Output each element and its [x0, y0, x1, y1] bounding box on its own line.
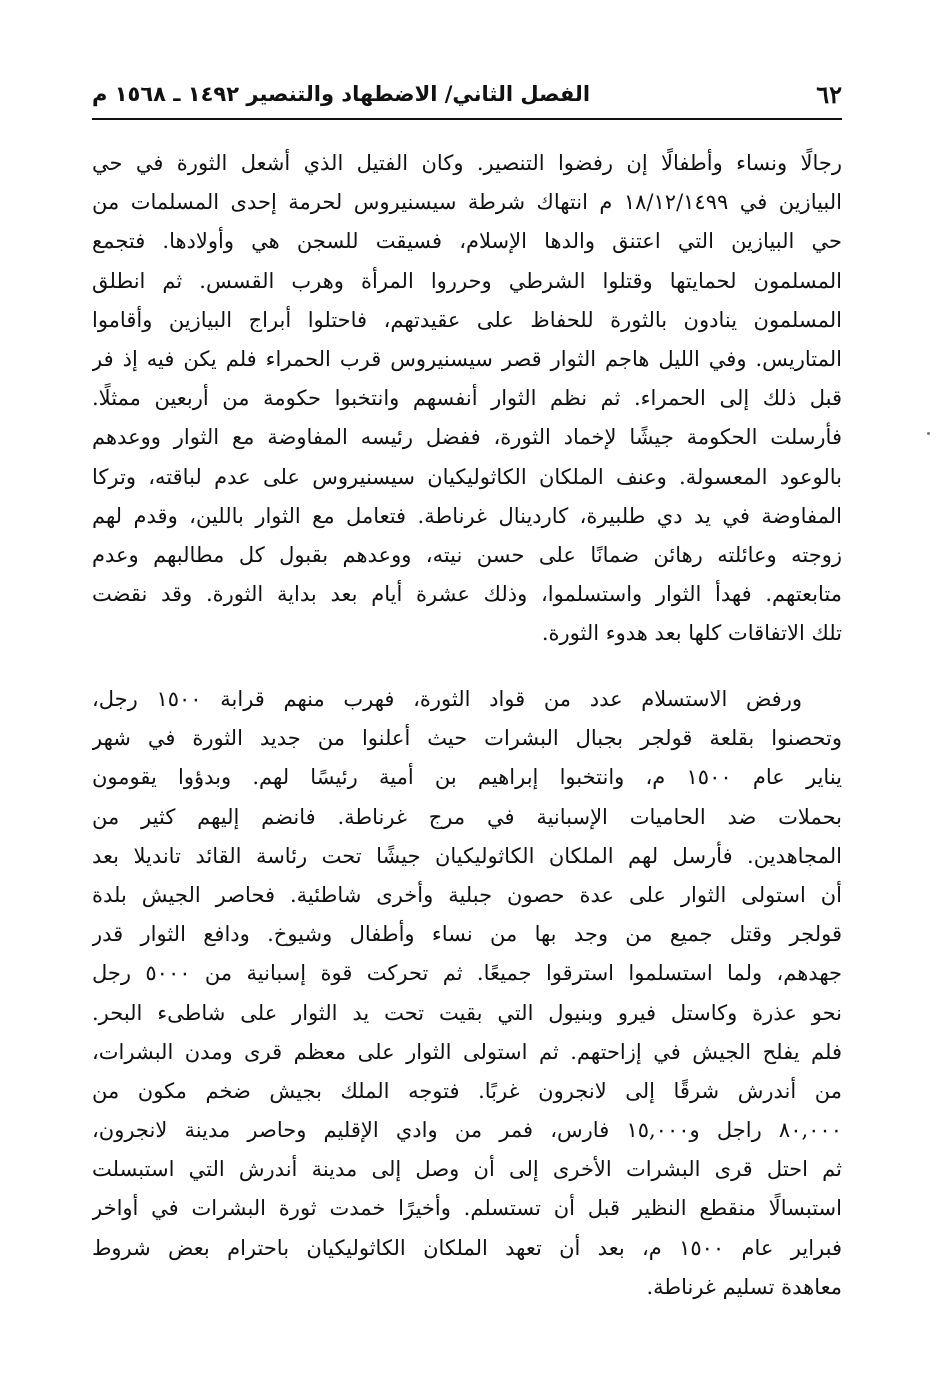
- text-line: فبراير عام ١٥٠٠ م، بعد أن تعهد الملكان الكاثوليكيان باحترام بعض شروط: [92, 1235, 842, 1260]
- text-line: يناير عام ١٥٠٠ م، وانتخبوا إبراهيم بن أمية رئيسًا لهم. وبدؤوا يقومون: [92, 765, 842, 790]
- text-line: استبسالًا منقطع النظير قبل أن تستسلم. وأخيرًا خمدت ثورة البشرات في أواخر: [92, 1196, 842, 1221]
- text-line: زوجته وعائلته رهائن ضمانًا على حسن نيته، ووعدهم بقبول كل مطالبهم وعدم: [92, 542, 842, 567]
- text-line: ٨٠,٠٠٠ راجل و١٥,٠٠٠ فارس، فمر من وادي الإقليم وحاصر مدينة لانجرون،: [92, 1118, 842, 1143]
- page-number: ٦٢: [816, 80, 842, 109]
- text-line: رجالًا ونساء وأطفالًا إن رفضوا التنصير. وكان الفتيل الذي أشعل الثورة في حي: [92, 151, 842, 175]
- text-line: قولجر وقتل جميع من وجد بها من نساء وأطفال وشيوخ. ودافع الثوار قدر: [92, 922, 842, 947]
- text-line: المتاريس. وفي الليل هاجم الثوار قصر سيسنيروس قرب الحمراء فلم يكن فيه إذ فر: [92, 346, 842, 371]
- text-line: نحو عذرة وكاستل فيرو وبنيول التي بقيت تحت يد الثوار على شاطىء البحر.: [92, 1000, 842, 1025]
- chapter-title: الفصل الثاني/ الاضطهاد والتنصير ١٤٩٢ ـ ١٥٦٨ م: [92, 82, 591, 106]
- text-line: البيازين في ١٨/١٢/١٤٩٩ م انتهاك شرطة سيسنيروس لحرمة إحدى المسلمات من: [92, 190, 842, 215]
- text-line: المسلمون ينادون بالثورة للحفاظ على عقيدتهم، فاحتلوا أبراج البيازين وأقاموا: [92, 307, 842, 332]
- text-line: وتحصنوا بقلعة قولجر بجبال البشرات حيث أعلنوا من جديد الثورة في شهر: [92, 726, 842, 751]
- text-line: بحملات ضد الحاميات الإسبانية في مرج غرناطة. فانضم إليهم كثير من: [92, 804, 842, 829]
- text-line: حي البيازين التي اعتنق والدها الإسلام، فسيقت للسجن هي وأولادها. فتجمع: [92, 229, 842, 254]
- text-line: ثم احتل قرى البشرات الأخرى إلى أن وصل إلى مدينة أندرش التي استبسلت: [92, 1157, 842, 1182]
- text-line: المفاوضة في يد دي طلبيرة، كاردينال غرناطة. فتعامل مع الثوار باللين، وقدم لهم: [92, 503, 842, 528]
- text-line: معاهدة تسليم غرناطة.: [646, 1274, 842, 1299]
- paragraph-two: [92, 680, 842, 1307]
- text-line: جهدهم، ولما استسلموا استرقوا جميعًا. ثم تحركت قوة إسبانية من ٥٠٠٠ رجل: [92, 961, 842, 986]
- running-header: [92, 78, 842, 120]
- paragraph-one: [92, 144, 842, 653]
- text-line: المجاهدين. فأرسل لهم الملكان الكاثوليكيان جيشًا تحت رئاسة القائد تانديلا بعد: [92, 843, 842, 868]
- text-line: أن استولى الثوار على عدة حصون جبلية وأخرى شاطئية. فحاصر الجيش بلدة: [92, 882, 842, 907]
- text-line: من أندرش شرقًا إلى لانجرون غربًا. فتوجه الملك بجيش ضخم مكون من: [92, 1078, 842, 1103]
- text-line: متابعتهم. فهدأ الثوار واستسلموا، وذلك عشرة أيام بعد بداية الثورة. وقد نقضت: [92, 582, 842, 607]
- text-line: فأرسلت الحكومة جيشًا لإخماد الثورة، ففضل رئيسه المفاوضة مع الثوار ووعدهم: [92, 425, 842, 450]
- text-line: قبل ذلك إلى الحمراء. ثم نظم الثوار أنفسهم وانتخبوا حكومة من أربعين ممثلًا.: [92, 386, 842, 411]
- text-line: فلم يفلح الجيش في إزاحتهم. ثم استولى الثوار على معظم قرى ومدن البشرات،: [92, 1039, 842, 1064]
- text-line: تلك الاتفاقات كلها بعد هدوء الثورة.: [541, 621, 842, 646]
- text-line: ورفض الاستسلام عدد من قواد الثورة، فهرب منهم قرابة ١٥٠٠ رجل،: [92, 687, 802, 711]
- text-line: بالوعود المعسولة. وعنف الملكان الكاثوليكيان سيسنيروس على عدم لباقته، وتركا: [92, 464, 842, 489]
- text-line: المسلمون لحمايتها وقتلوا الشرطي وحرروا المرأة وهرب القسس. ثم انطلق: [92, 268, 842, 293]
- scan-speck: [927, 432, 930, 435]
